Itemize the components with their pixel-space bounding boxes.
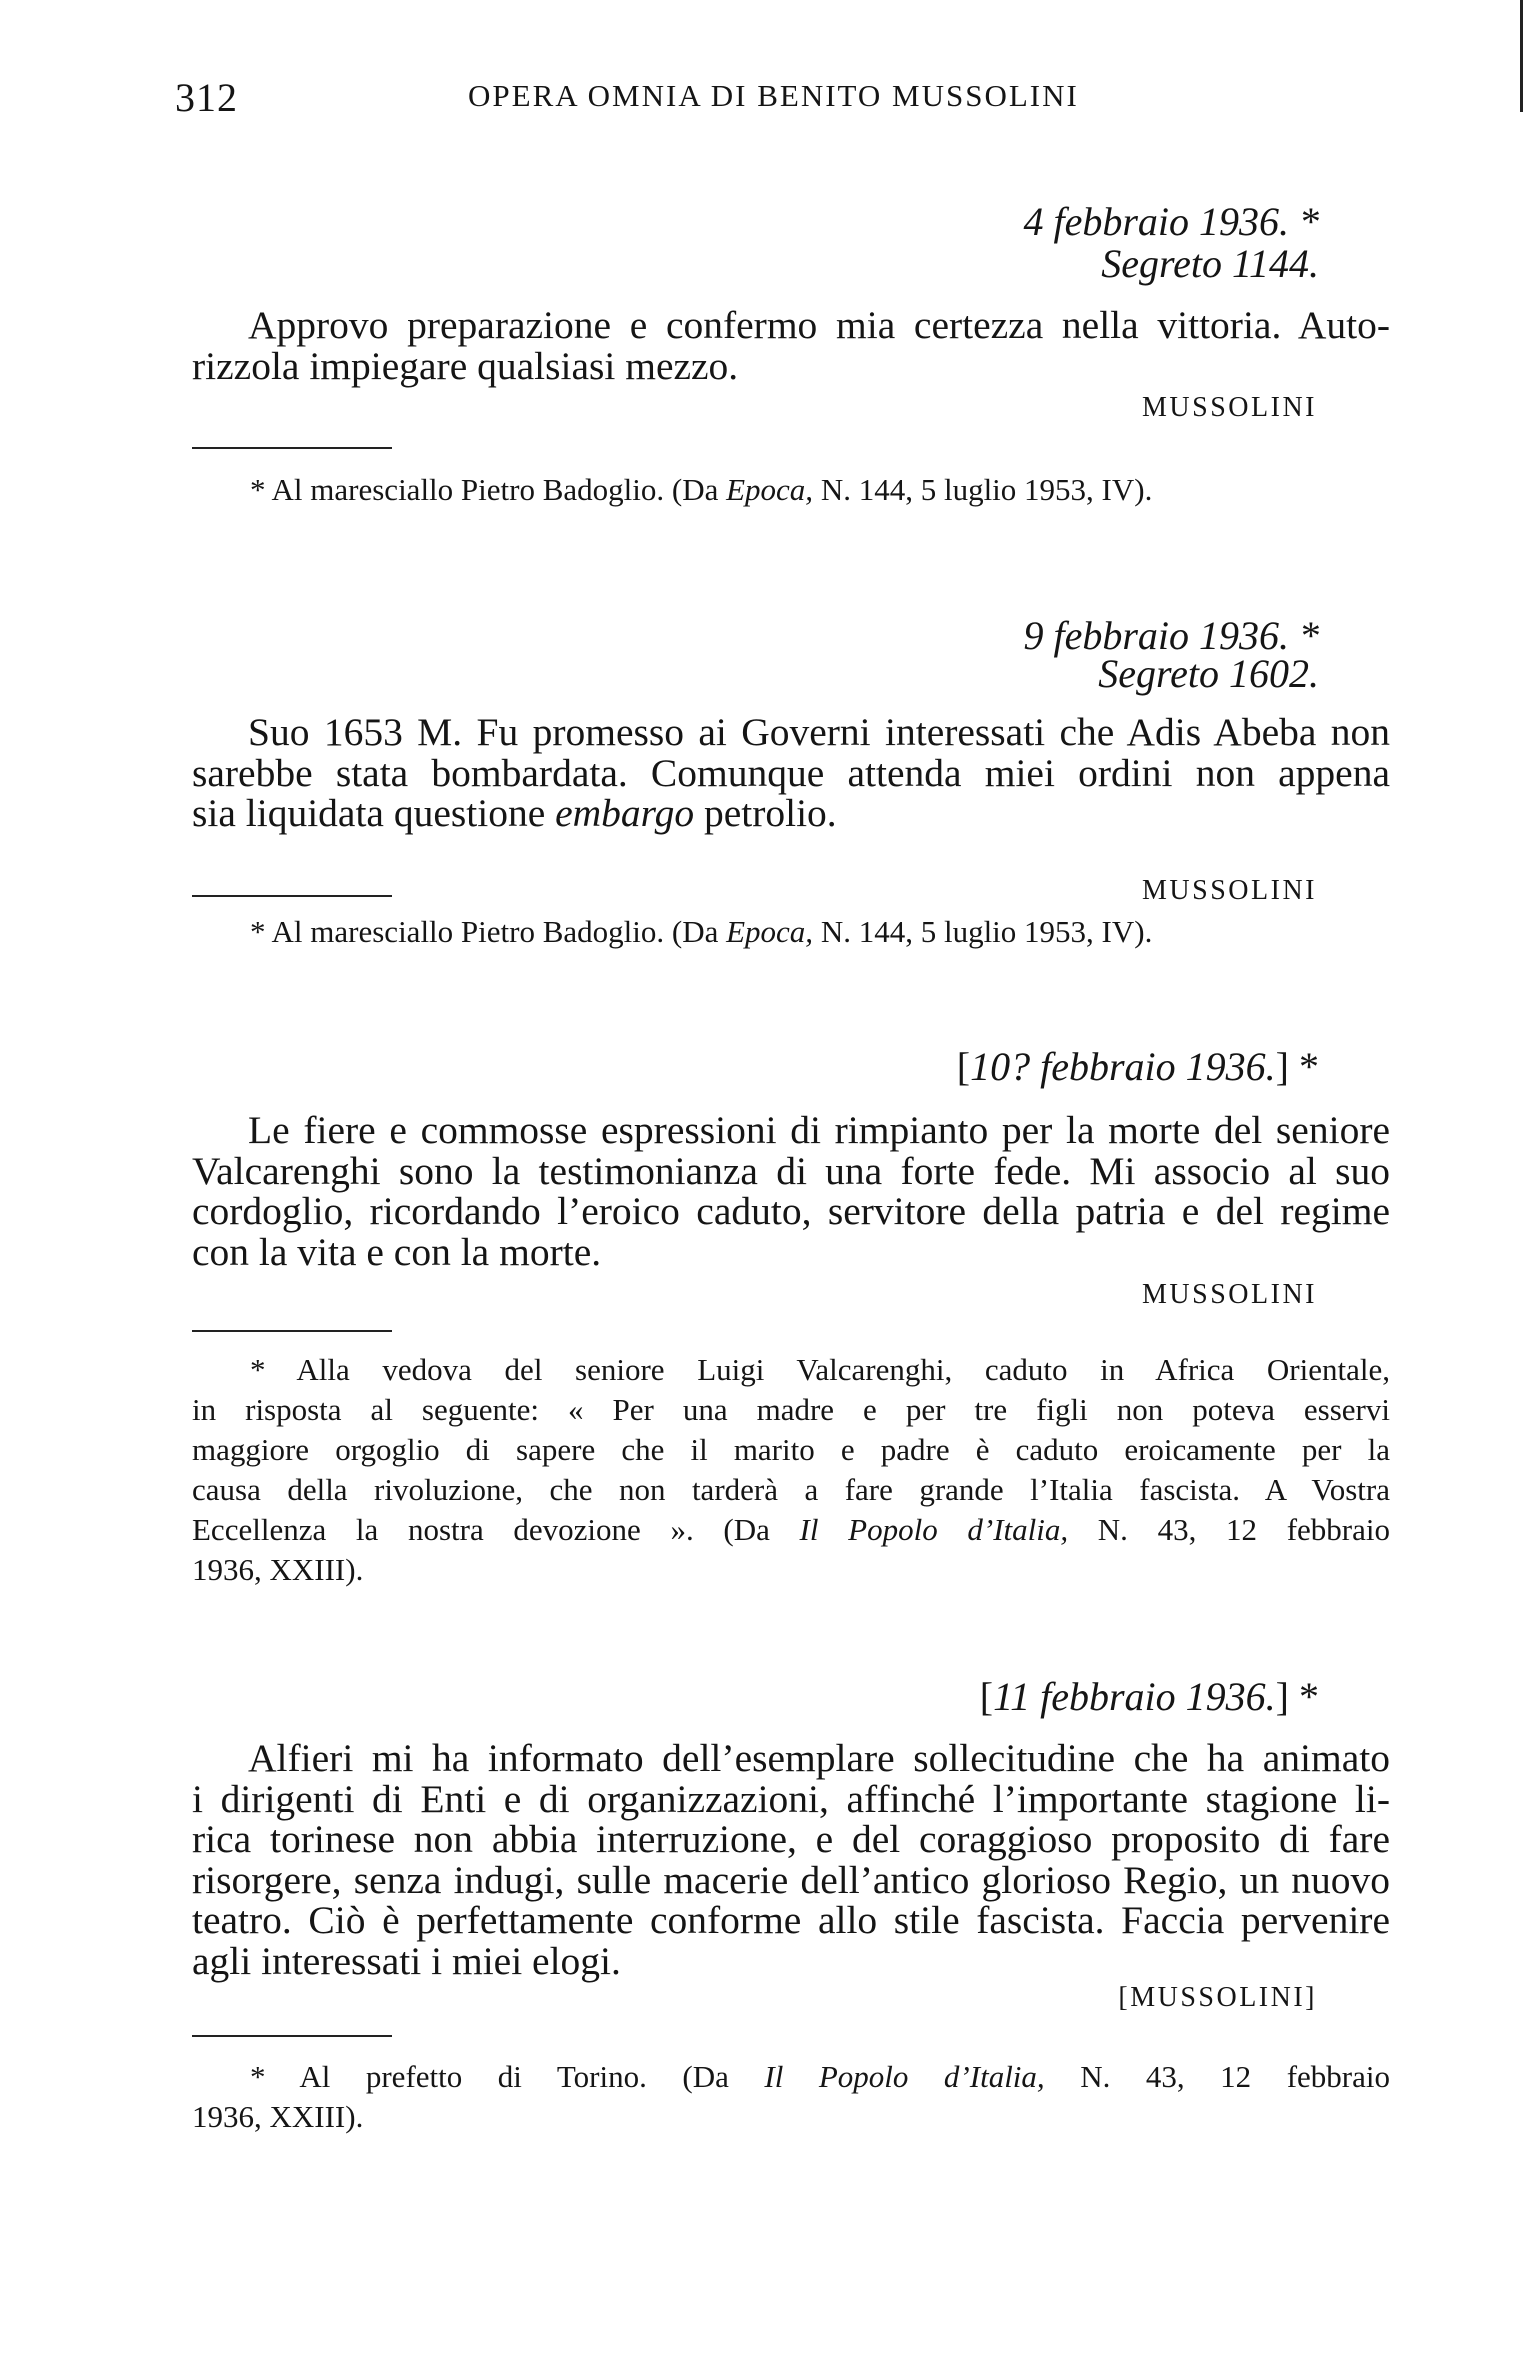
footnote-rule (192, 1330, 392, 1332)
entry-3-body: Le fiere e commosse espressioni di rimpianto per la morte del seniore Valcarenghi sono la testimonianza di una forte fede. Mi associo al suo cordoglio, ricordando l’eroico caduto, servitore della patria e del regime con la vita e con la morte. (192, 1108, 1390, 1274)
entry-2-signature: MUSSOLINI (1142, 875, 1317, 906)
footnote-rule (192, 2035, 392, 2037)
entry-4-body: Alfieri mi ha informato dell’esemplare sollecitudine che ha animato i dirigenti di Enti e di organizzazioni, affinché l’importante stagione li- rica torinese non abbia interruzione, e del coraggioso proposito di fare risorgere, senza indugi, sulle macerie dell’antico glorioso Regio, un nuovo teatro. Ciò è perfettamente conforme allo stile fascista. Faccia pervenire agli interessati i miei elogi. (192, 1736, 1390, 1983)
entry-2-footnote: * Al maresciallo Pietro Badoglio. (Da Epoca, N. 144, 5 luglio 1953, IV). (250, 914, 1153, 949)
entry-2-date: 9 febbraio 1936. * (1023, 613, 1319, 658)
entry-1-signature: MUSSOLINI (1142, 392, 1317, 423)
entry-3-footnote: * Alla vedova del seniore Luigi Valcarenghi, caduto in Africa Orientale, in risposta al seguente: « Per una madre e per tre figli non poteva esservi maggiore orgoglio di sapere che il marito e padre è caduto eroicamente per la causa della rivoluzione, che non tarderà a fare grande l’Italia fascista. A Vostra Eccellenza la nostra devozione ». (Da Il Popolo d’Italia, N. 43, 12 febbraio 1936, XXIII). (192, 1352, 1390, 1587)
entry-1-footnote: * Al maresciallo Pietro Badoglio. (Da Epoca, N. 144, 5 luglio 1953, IV). (250, 472, 1153, 507)
entry-3-date: [10? febbraio 1936.] * (956, 1044, 1319, 1089)
entry-2-ref: Segreto 1602. (1098, 651, 1319, 696)
entry-1-date: 4 febbraio 1936. * (1023, 199, 1319, 244)
footnote-rule (192, 447, 392, 449)
entry-4-date: [11 febbraio 1936.] * (979, 1674, 1319, 1719)
entry-4-signature: [MUSSOLINI] (1118, 1982, 1317, 2013)
footnote-rule (192, 895, 392, 897)
margin-line (1520, 0, 1523, 112)
page-number: 312 (175, 75, 238, 120)
running-header: OPERA OMNIA DI BENITO MUSSOLINI (468, 78, 1079, 113)
entry-1-body: Approvo preparazione e confermo mia certezza nella vittoria. Auto- rizzola impiegare qualsiasi mezzo. (192, 303, 1390, 388)
entry-2-body: Suo 1653 M. Fu promesso ai Governi interessati che Adis Abeba non sarebbe stata bombardata. Comunque attenda miei ordini non appena sia liquidata questione embargo petrolio. (192, 710, 1390, 835)
entry-3-signature: MUSSOLINI (1142, 1279, 1317, 1310)
entry-4-footnote: * Al prefetto di Torino. (Da Il Popolo d’Italia, N. 43, 12 febbraio 1936, XXIII). (192, 2059, 1390, 2134)
entry-1-ref: Segreto 1144. (1101, 241, 1319, 286)
